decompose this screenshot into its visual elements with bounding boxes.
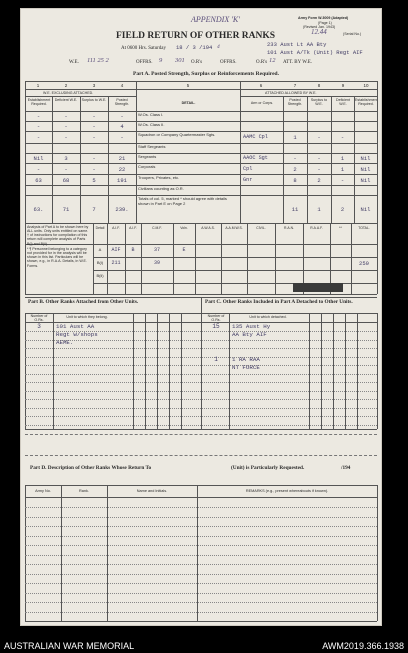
part-bc-row-rule (25, 357, 377, 358)
unit-line-1: 233 Aust Lt AA Bty (267, 41, 327, 48)
part-d-row-rule (25, 507, 377, 508)
header-deficient-r: Deficient W.E. (336, 98, 350, 107)
row-cell-c3: - (92, 155, 96, 162)
analysis-aif: AIF (111, 247, 121, 253)
part-d-rule (25, 485, 377, 486)
row-cell-c2: 3 (64, 155, 68, 162)
row-cell-c4: - (120, 113, 124, 120)
part-d-header: Rank. (79, 489, 89, 493)
row-cell-r8: - (317, 165, 321, 173)
analysis-header: R.A.N. (284, 226, 294, 230)
part-bc-bottom (25, 429, 377, 430)
row-cell-r10: Nil (360, 155, 371, 162)
row-cell-c3: - (92, 113, 96, 120)
row-cell-c4: 191 (117, 176, 127, 184)
footer (0, 641, 408, 653)
part-a-title: Part A. Posted Strength, Surplus or Reinforcements Required. (133, 71, 279, 77)
analysis-header: Voln. (180, 226, 188, 230)
row-cell-c4: 239. (115, 206, 129, 213)
analysis-note-2: * ¶ Personnel belonging to a category not provided for in the analysis will be shown in this list. Particulars will be shown, e.g., in R.A.A. Details, in W.E. Forms. (27, 247, 87, 268)
part-bc-row-rule (25, 399, 377, 400)
part-d-row-rule (25, 545, 377, 546)
analysis-header: A.W.A.S. (201, 226, 215, 230)
part-bc-row-rule (25, 340, 377, 341)
analysis-header: CIVIL. (256, 226, 266, 230)
row-cell-r8: - (317, 155, 321, 162)
analysis-header: R.A.A.F. (310, 226, 323, 230)
part-b-number: 3 (37, 323, 41, 330)
row-cell-r10: Nil (360, 176, 371, 184)
part-d-row-rule (25, 574, 377, 575)
form-revised: (Revised Jan. 1943) (303, 25, 336, 29)
perforation-line-2 (25, 455, 377, 456)
form-page: (Page 1) (318, 21, 332, 25)
analysis-note: Analysis of Part A to be shown here by ALL units. Only units entitled on same. † of instructions for compilation of this return will complete analysis of Parts B(i) and B(ii). (27, 225, 89, 246)
row-detail: W.Os. Class I. (138, 112, 164, 117)
part-d-col-rule (197, 485, 198, 621)
analysis-header: A.A.M.W.S. (225, 226, 243, 230)
part-c-unit-1b: AA Bty AIF (232, 331, 267, 338)
row-cell-r7: 11 (291, 206, 299, 213)
redaction-strip (293, 283, 343, 292)
row-cell-r10: Nil (360, 165, 371, 173)
ors-value: 301 (175, 57, 185, 64)
row-cell-c1: 63. (33, 206, 44, 213)
part-c-unit-2b: NT FORCE (232, 364, 260, 371)
part-c-title: Part C. Other Ranks Included in Part A Detached to Other Units. (205, 299, 353, 305)
row-detail: Corporals (138, 164, 156, 169)
part-d-row-rule (25, 583, 377, 584)
row-arm: AAMC Cpl (243, 134, 268, 140)
perforation-line (25, 434, 377, 435)
attached-allowed-header: ATTACHED ALLOWED BY W.E. (265, 91, 317, 95)
analysis-header: A.I.F. (112, 226, 120, 230)
header-establishment-r: Establishment Required. (355, 98, 378, 107)
part-d-row-rule (25, 517, 377, 518)
part-bc-row-rule (25, 365, 377, 366)
analysis-row-rule (93, 257, 377, 258)
column-number: 2 (64, 83, 68, 88)
analysis-header: TOTAL. (358, 226, 370, 230)
part-bc-row-rule (25, 391, 377, 392)
row-cell-r7: - (293, 155, 297, 162)
row-cell-r8: 1 (317, 206, 321, 213)
column-number: 8 (317, 83, 321, 88)
part-d-row-rule (25, 526, 377, 527)
we-label: W.E. (69, 60, 79, 65)
part-bc-row-rule (25, 374, 377, 375)
row-cell-c1: 63 (35, 176, 42, 184)
analysis-aif-2: B (131, 247, 135, 253)
row-cell-c2: - (64, 165, 68, 173)
column-number: 5 (186, 83, 190, 88)
row-cell-r7: 8 (293, 176, 297, 184)
column-number: 1 (36, 83, 40, 88)
column-number: 10 (363, 83, 369, 88)
row-cell-c4: 21 (118, 155, 126, 162)
row-rule (25, 163, 377, 164)
part-d-col-rule (61, 485, 62, 621)
part-c-unit-1a: 135 Aust Hy (232, 323, 271, 330)
part-d-col-rule (25, 485, 26, 621)
column-number: 3 (92, 83, 96, 88)
header-posted-r: Posted Strength. (287, 98, 303, 107)
footer-left: AUSTRALIAN WAR MEMORIAL (4, 641, 135, 651)
part-d-header: REMARKS (e.g., present whereabouts if known). (245, 489, 329, 493)
analysis-aif: 211 (111, 260, 121, 266)
row-cell-r9: - (340, 176, 345, 184)
serial-value: 12.44 (311, 28, 327, 36)
part-d-col-rule (107, 485, 108, 621)
footer-right: AWM2019.366.1938 (322, 641, 404, 651)
row-cell-c1: - (36, 113, 41, 120)
return-date: 18 / 3 /194 (176, 44, 213, 51)
analysis-header: A.I.F. (129, 226, 137, 230)
row-cell-c4: 4 (120, 123, 124, 130)
part-d-title-2: (Unit) is Particularly Requested. (231, 465, 305, 471)
part-b-col2: Unit to which they belong. (66, 315, 108, 319)
part-b-unit-1: 101 Aust AA (56, 323, 95, 330)
header-deficient: Deficient W.E. (54, 98, 78, 102)
row-detail: Staff Sergeants (138, 144, 166, 149)
form-title: FIELD RETURN OF OTHER RANKS (116, 31, 276, 41)
column-number: 4 (120, 83, 124, 88)
part-c-unit-2a: 1 RA RAA (232, 356, 260, 363)
row-cell-c2: - (64, 113, 68, 120)
row-arm: Cpl (243, 165, 253, 172)
header-posted: Posted Strength. (114, 98, 130, 107)
ors2-label: O.R's (256, 60, 268, 65)
row-cell-c1: - (36, 165, 41, 173)
column-number: 9 (341, 83, 345, 88)
analysis-header: C.M.F. (152, 226, 162, 230)
part-c-col1: Number of O.Rs. (207, 314, 225, 323)
row-cell-r9: 1 (340, 165, 345, 173)
analysis-row-rule (93, 244, 377, 245)
offrs-label: OFFRS. (136, 60, 153, 65)
analysis-header: ** (339, 226, 342, 230)
offrs2-label: OFFRS. (220, 60, 237, 65)
row-cell-r9: - (340, 134, 345, 141)
row-cell-r7: 2 (293, 165, 297, 173)
part-b-unit-3: AEME. (56, 339, 74, 346)
column-number: 7 (293, 83, 297, 88)
header-establishment: Establishment Required. (27, 98, 51, 107)
part-bc-col-rule (377, 313, 378, 429)
part-d-date: /194 (341, 465, 351, 471)
row-cell-c4: - (120, 134, 124, 141)
row-cell-r7: 1 (293, 134, 297, 141)
row-cell-c3: - (92, 165, 96, 173)
row-cell-r8: 2 (317, 176, 321, 184)
part-d-title: Part D. Description of Other Ranks Whose Return To (30, 465, 152, 471)
analysis-cmf: 37 (153, 247, 160, 253)
row-cell-c1: - (36, 123, 41, 130)
part-d-col-rule (377, 485, 378, 621)
row-cell-c2: 68 (62, 176, 70, 184)
row-cell-c3: - (92, 123, 96, 130)
analysis-row-label: A (98, 247, 102, 252)
return-date-year: 4 (217, 44, 220, 50)
row-cell-c1: Nil (33, 155, 44, 162)
part-b-unit-2: Regt W/shops (56, 331, 98, 338)
row-arm: Gnr (243, 176, 253, 183)
row-cell-r10: Nil (360, 206, 371, 213)
part-d-row-rule (25, 564, 377, 565)
part-d-row-rule (25, 555, 377, 556)
row-cell-r9: 1 (340, 155, 345, 162)
part-c-number-2: 1 (214, 356, 218, 363)
row-rule (25, 185, 377, 186)
part-d-header: Army No. (35, 489, 51, 493)
row-cell-c2: 71 (62, 206, 70, 213)
analysis-cmf: 39 (153, 260, 160, 266)
att-label: ATT. BY W.E. (283, 60, 313, 65)
row-detail: Totals of col. 5, marked * should agree with details shown in Part E on Page 2 (138, 196, 227, 206)
offrs-value: 9 (159, 57, 163, 64)
header-surplus: Surplus to W.E. (81, 98, 107, 102)
part-d-row-rule (25, 612, 377, 613)
column-number: 6 (259, 83, 263, 88)
row-cell-c1: - (36, 134, 41, 141)
row-detail: W.Os. Class II. (138, 122, 165, 127)
row-arm: AAOC Sgt (243, 155, 268, 161)
analysis-voln: E (182, 247, 186, 253)
row-detail: Troopers, Privates, etc. (138, 175, 180, 180)
part-d-rule (25, 497, 377, 498)
part-bc-row-rule (25, 408, 377, 409)
serial-label: (Serial No.) (343, 32, 362, 36)
row-rule (25, 174, 377, 175)
row-detail: Sergeants (138, 154, 157, 159)
row-cell-c3: 5 (92, 176, 96, 184)
part-c-col2: Unit to which detached. (249, 315, 287, 319)
part-c-number-1: 15 (212, 323, 220, 330)
row-rule (25, 143, 377, 144)
part-a-table (25, 81, 377, 295)
part-d-header: Name and Initials. (136, 489, 168, 493)
part-b-col1: Number of O.Rs. (30, 314, 48, 323)
header-arm: Arm or Corps. (250, 101, 274, 105)
row-detail: Civilians counting as O.R. (138, 186, 184, 191)
header-detail: DETAIL. (181, 101, 196, 105)
we-value: 111 25 2 (87, 57, 109, 64)
at-line: At 0600 Hrs. Saturday (121, 46, 166, 51)
unit-line-2: 101 Aust A/Tk (Unit) Regt AIF (267, 49, 363, 56)
part-bc-row-rule (25, 425, 377, 426)
row-cell-c3: 7 (92, 206, 96, 213)
analysis-row-label: B(ii) (96, 273, 104, 278)
row-rule (25, 111, 377, 112)
form-number: Army Form W.3009 (Adapted) (298, 16, 349, 20)
part-b-title: Part B. Other Ranks Attached from Other Units. (28, 299, 139, 305)
part-d-bottom (25, 621, 377, 622)
header-surplus-r: Surplus to W.E. (310, 98, 328, 107)
appendix-label: APPENDIX 'K' (191, 15, 240, 24)
part-bc-row-rule (25, 382, 377, 383)
analysis-total: 250 (359, 260, 369, 267)
part-d-row-rule (25, 536, 377, 537)
row-rule (25, 153, 377, 154)
analysis-row-label: B(i) (96, 260, 104, 265)
part-d-row-rule (25, 593, 377, 594)
part-bc-row-rule (25, 348, 377, 349)
row-cell-c3: - (92, 134, 96, 141)
row-detail: Squadron or Company Quartermaster Sgts. (138, 132, 216, 137)
row-cell-c2: - (64, 134, 68, 141)
ors2-value: 12 (269, 57, 276, 64)
part-bc-row-rule (25, 416, 377, 417)
we-excluding-header: W.E. EXCLUDING ATTACHED. (43, 91, 94, 95)
form-sheet (20, 8, 382, 626)
row-cell-r8: - (317, 134, 321, 141)
row-rule (25, 121, 377, 122)
row-cell-c2: - (64, 123, 68, 130)
row-cell-r9: 2 (340, 206, 345, 213)
analysis-header: Detail (95, 226, 105, 230)
analysis-row-rule (93, 270, 377, 271)
part-d-row-rule (25, 602, 377, 603)
row-cell-c4: 22 (118, 165, 126, 173)
ors-label: O.R's (191, 60, 203, 65)
